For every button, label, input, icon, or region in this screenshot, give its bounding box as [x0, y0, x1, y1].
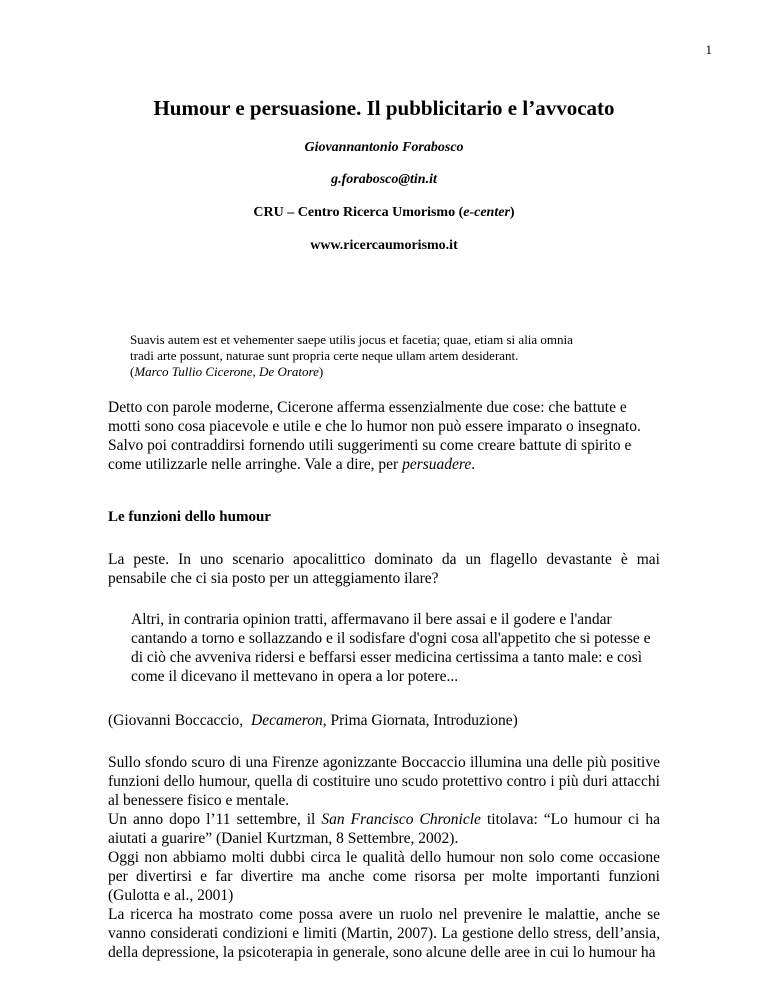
body-paragraph: Sullo sfondo scuro di una Firenze agonizzante Boccaccio illumina una delle più positive funzioni dello humour, quella di costituire uno scudo protettivo contro i più duri attacchi al benessere fisico e mentale.: [108, 754, 660, 809]
body-paragraph: Oggi non abbiamo molti dubbi circa le qualità dello humour non solo come occasione per divertirsi e far divertire ma anche come risorsa per molte importanti funzioni (Gulotta e al., 2001): [108, 849, 660, 904]
body-paragraph: La ricerca ha mostrato come possa avere un ruolo nel prevenire le malattie, anche se vanno considerati condizioni e limiti (Martin, 2007). La gestione dello stress, dell’ansia, della depressione, la psicoterapia in generale, sono alcune delle aree in cui lo humour ha: [108, 906, 660, 961]
affiliation-close: ): [509, 205, 515, 220]
quote-source: (Giovanni Boccaccio, Decameron, Prima Giornata, Introduzione): [108, 712, 518, 729]
intro-paragraph: Detto con parole moderne, Cicerone afferma essenzialmente due cose: che battute e motti sono cosa piacevole e utile e che lo humor non può essere imparato o insegnato. Salvo poi contraddirsi fornendo utili suggerimenti su come creare battute di spirito e come utilizzarle nelle arringhe. Vale a dire, per persuadere.: [108, 399, 641, 473]
affiliation: [0, 205, 768, 221]
website: www.ricercaumorismo.it: [310, 238, 458, 253]
body-text: [108, 753, 660, 962]
document-title: Humour e persuasione. Il pubblicitario e l’avvocato: [153, 96, 615, 120]
epigraph-line: Suavis autem est et vehementer saepe utilis jocus et facetia; quae, etiam si alia omnia: [130, 332, 573, 347]
epigraph: [130, 332, 650, 380]
affiliation-text: CRU – Centro Ricerca Umorismo (: [253, 205, 464, 220]
body-paragraph: Un anno dopo l’11 settembre, il San Francisco Chronicle titolava: “Lo humour ci ha aiutati a guarire” (Daniel Kurtzman, 8 Settembre, 2002).: [108, 811, 660, 847]
author-name: Giovannantonio Forabosco: [304, 140, 464, 155]
boccaccio-quote: Altri, in contraria opinion tratti, affermavano il bere assai e il godere e l'andar cantando a torno e sollazzando e il sodisfare d'ogni cosa all'appetito che si potesse e di ciò che avveniva ridersi e beffarsi esser medicina certissima a tanto male: e così come il dicevano il mettevano in opera a lor potere...: [131, 611, 651, 685]
epigraph-citation: (Marco Tullio Cicerone, De Oratore): [130, 364, 324, 379]
peste-paragraph: La peste. In uno scenario apocalittico dominato da un flagello devastante è mai pensabile che ci sia posto per un atteggiamento ilare?: [108, 551, 660, 587]
affiliation-italic: e-center: [463, 205, 510, 220]
epigraph-line: tradi arte possunt, naturae sunt propria certe neque ullam artem desiderant.: [130, 348, 519, 363]
author-email: g.forabosco@tin.it: [331, 172, 437, 187]
page-number: 1: [705, 42, 712, 57]
section-heading: Le funzioni dello humour: [108, 509, 271, 525]
